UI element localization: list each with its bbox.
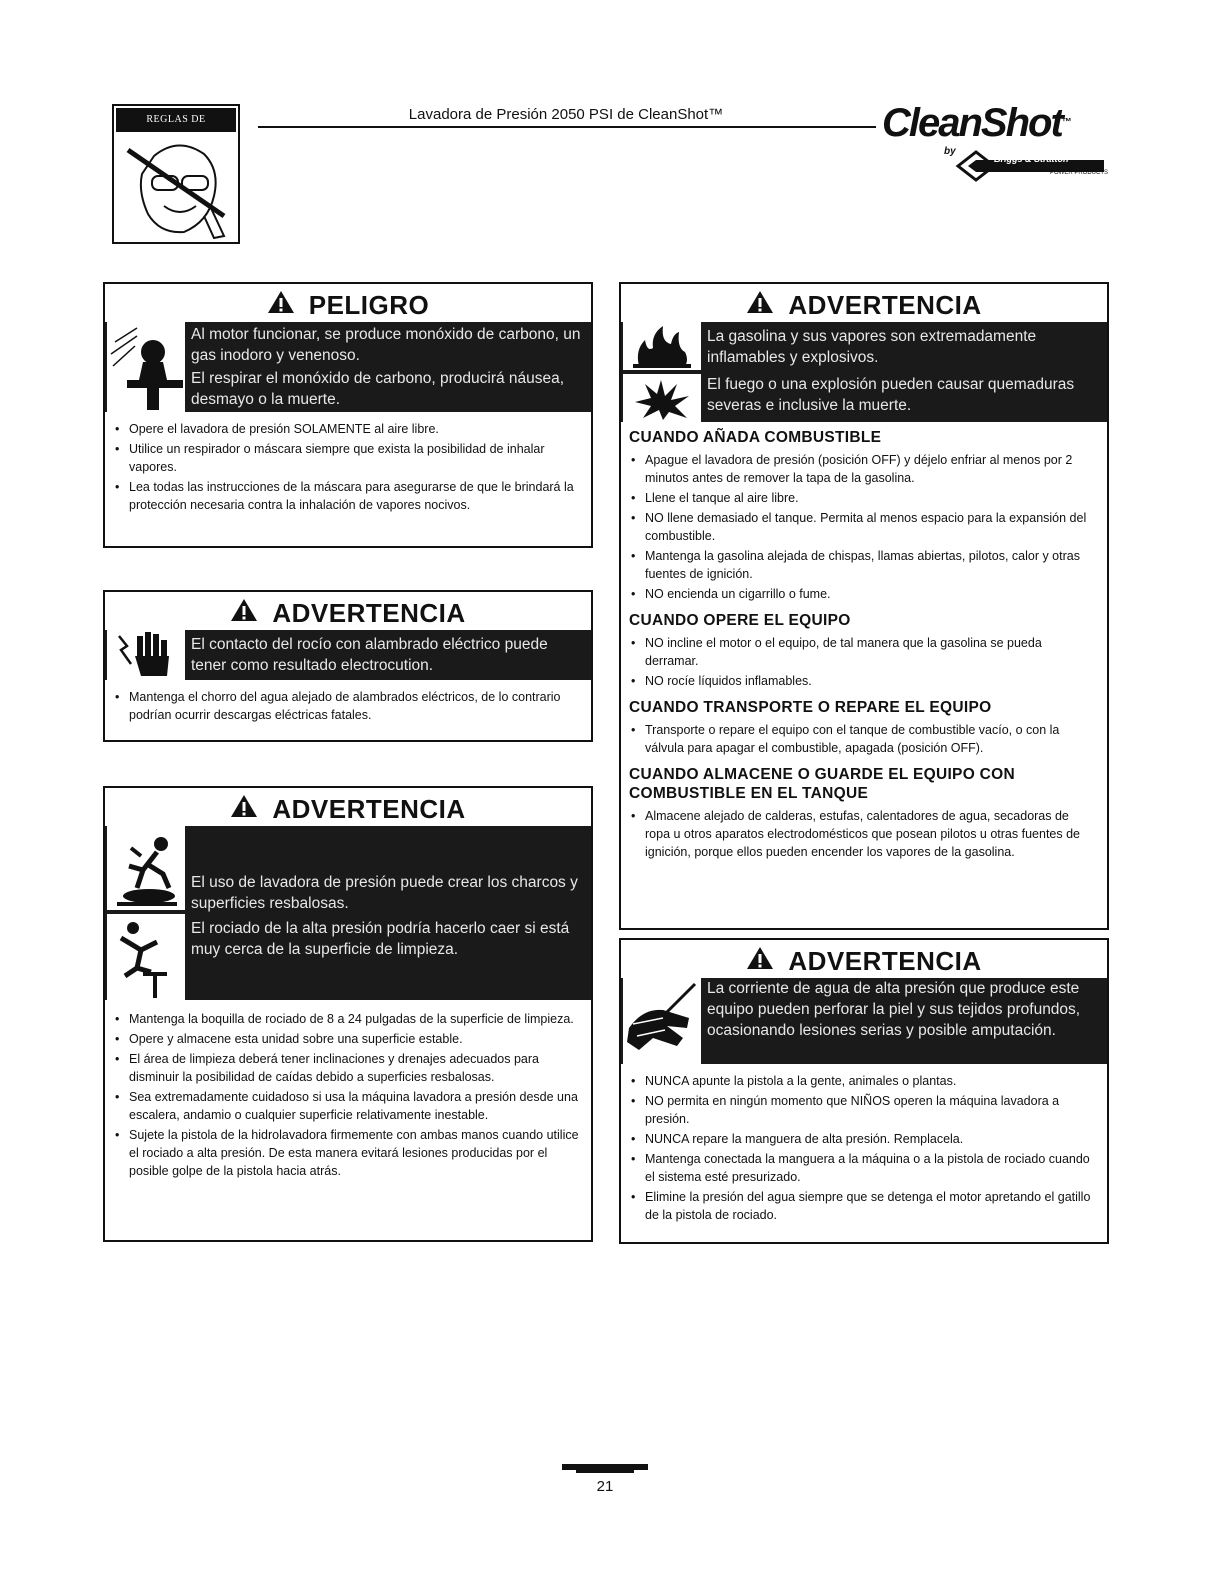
- list-item: • NO permita en ningún momento que NIÑOS operen la máquina lavadora a presión.: [631, 1092, 1095, 1128]
- list-item: • Mantenga conectada la manguera a la máquina o a la pistola de rociado cuando el sistema esté presurizado.: [631, 1150, 1095, 1186]
- list-item: • NUNCA repare la manguera de alta presión. Remplacela.: [631, 1130, 1095, 1148]
- cleanshot-logo: [882, 100, 1112, 190]
- list-item: • Mantenga la gasolina alejada de chispas, llamas abiertas, pilotos, calor y otras fuentes de ignición.: [631, 547, 1095, 583]
- page-number: 21: [596, 1478, 614, 1495]
- box-heading: [621, 940, 1107, 978]
- electrocution-message-panel: [105, 630, 591, 680]
- brand-name: CleanShot™: [882, 101, 1070, 145]
- danger-message-panel: [105, 322, 591, 412]
- page-number-bar-under: [576, 1470, 634, 1473]
- electrocution-bullet-list: [105, 680, 591, 730]
- explosion-icon: [623, 374, 701, 422]
- safety-rules-badge-label: REGLAS DE SEGURIDAD: [116, 108, 236, 132]
- section-title: CUANDO TRANSPORTE O REPARE EL EQUIPO: [629, 699, 992, 716]
- fuel-section-storage: [621, 763, 1107, 867]
- list-item: • Apague el lavadora de presión (posición OFF) y déjelo enfriar al menos por 2 minutos antes de remover la tapa de la gasolina.: [631, 451, 1095, 487]
- list-item: • Almacene alejado de calderas, estufas, calentadores de agua, secadoras de ropa u otros aparatos electrodomésticos que posean pilotos u otras fuentes de ignición, porque ellos pueden encender los vapores de la gasolina.: [631, 807, 1095, 861]
- injection-bullet-list: [621, 1064, 1107, 1230]
- fuel-section-transport: [621, 696, 1107, 763]
- list-item: • El área de limpieza deberá tener inclinaciones y drenajes adecuados para disminuir la posibilidad de caídas debido a superficies resbalosas.: [115, 1050, 579, 1086]
- list-item: • NO rocíe líquidos inflamables.: [631, 672, 1095, 690]
- brand-maker: Briggs & Stratton: [994, 154, 1069, 164]
- fuel-section-list: [621, 630, 1107, 696]
- slip-message-1: El uso de lavadora de presión puede crear los charcos y superficies resbalosas.: [191, 874, 578, 912]
- brand-by: by: [944, 146, 956, 157]
- electric-hand-icon: [107, 630, 185, 680]
- injection-message: La corriente de agua de alta presión que produce este equipo pueden perforar la piel y sus tejidos profundos, ocasionando lesiones serias y posible amputación.: [707, 980, 1081, 1039]
- header-rule: [258, 126, 876, 128]
- briggs-stratton-logo: [954, 148, 1112, 184]
- list-item: • NO incline el motor o el equipo, de tal manera que la gasolina se pueda derramar.: [631, 634, 1095, 670]
- fuel-section-list: [621, 803, 1107, 867]
- list-item: • Llene el tanque al aire libre.: [631, 489, 1095, 507]
- slip-message-panel: [105, 826, 591, 1000]
- fuel-section-list: [621, 717, 1107, 763]
- warning-injection-box: [619, 938, 1109, 1244]
- warning-triangle-icon: [746, 946, 774, 970]
- list-item: • Opere el lavadora de presión SOLAMENTE al aire libre.: [115, 420, 579, 438]
- injection-message-panel: [621, 978, 1107, 1064]
- danger-message-1: Al motor funcionar, se produce monóxido de carbono, un gas inodoro y venenoso.: [191, 326, 581, 364]
- box-heading-text: ADVERTENCIA: [272, 794, 466, 825]
- list-item: • Opere y almacene esta unidad sobre una superficie estable.: [115, 1030, 579, 1048]
- injection-hand-icon: [623, 978, 701, 1064]
- electrocution-message: El contacto del rocío con alambrado eléctrico puede tener como resultado electrocution.: [191, 636, 548, 674]
- fuel-section-list: [621, 447, 1107, 609]
- list-item: • Lea todas las instrucciones de la máscara para asegurarse de que le brindará la protección necesaria contra la inhalación de vapores nocivos.: [115, 478, 579, 514]
- slip-message-2: El rociado de la alta presión podría hacerlo caer si está muy cerca de la superficie de limpieza.: [191, 920, 570, 958]
- fuel-message-2: El fuego o una explosión pueden causar quemaduras severas e inclusive la muerte.: [707, 376, 1075, 414]
- flame-icon: [623, 322, 701, 370]
- warning-triangle-icon: [230, 794, 258, 818]
- falling-person-icon: [107, 914, 185, 1000]
- warning-fuel-box: [619, 282, 1109, 930]
- danger-message-2: El respirar el monóxido de carbono, producirá náusea, desmayo o la muerte.: [191, 370, 565, 408]
- list-item: • Sujete la pistola de la hidrolavadora firmemente con ambas manos cuando utilice el rociado a alta presión. De esta manera evitará lesiones producidas por el posible golpe de la pistola hacia atrás.: [115, 1126, 579, 1180]
- fuel-section-operating: [621, 609, 1107, 696]
- list-item: • NO encienda un cigarrillo o fume.: [631, 585, 1095, 603]
- goggles-mask-icon: [124, 136, 232, 240]
- section-title: CUANDO ALMACENE O GUARDE EL EQUIPO CON COMBUSTIBLE EN EL TANQUE: [629, 766, 1016, 802]
- gas-mask-icon: [107, 322, 185, 412]
- warning-slip-fall-box: [103, 786, 593, 1242]
- box-heading: [105, 592, 591, 630]
- section-title: CUANDO AÑADA COMBUSTIBLE: [629, 429, 882, 446]
- fuel-message-panel: [621, 322, 1107, 422]
- box-heading: [105, 788, 591, 826]
- warning-triangle-icon: [746, 290, 774, 314]
- box-heading-text: ADVERTENCIA: [788, 946, 982, 977]
- list-item: • Utilice un respirador o máscara siempre que exista la posibilidad de inhalar vapores.: [115, 440, 579, 476]
- box-heading: [105, 284, 591, 322]
- list-item: • NO llene demasiado el tanque. Permita al menos espacio para la expansión del combustible.: [631, 509, 1095, 545]
- warning-triangle-icon: [230, 598, 258, 622]
- section-title: CUANDO OPERE EL EQUIPO: [629, 612, 851, 629]
- slip-bullet-list: [105, 1000, 591, 1186]
- safety-rules-badge: [112, 104, 240, 244]
- box-heading-text: PELIGRO: [308, 290, 430, 321]
- warning-triangle-icon: [267, 290, 295, 314]
- document-title: Lavadora de Presión 2050 PSI de CleanShot™: [408, 106, 724, 123]
- brand-maker-sub: POWER PRODUCTS: [1050, 170, 1109, 176]
- list-item: • Elimine la presión del agua siempre que se detenga el motor apretando el gatillo de la pistola de rociado.: [631, 1188, 1095, 1224]
- box-heading: [621, 284, 1107, 322]
- slipping-person-icon: [107, 826, 185, 910]
- list-item: • Mantenga la boquilla de rociado de 8 a 24 pulgadas de la superficie de limpieza.: [115, 1010, 579, 1028]
- danger-carbon-monoxide-box: [103, 282, 593, 548]
- box-heading-text: ADVERTENCIA: [788, 290, 982, 321]
- warning-electrocution-box: [103, 590, 593, 742]
- list-item: • Sea extremadamente cuidadoso si usa la máquina lavadora a presión desde una escalera, andamio o cualquier superficie relativamente inestable.: [115, 1088, 579, 1124]
- list-item: • Mantenga el chorro del agua alejado de alambrados eléctricos, de lo contrario podrían ocurrir descargas eléctricas fatales.: [115, 688, 579, 724]
- box-heading-text: ADVERTENCIA: [272, 598, 466, 629]
- list-item: • Transporte o repare el equipo con el tanque de combustible vacío, o con la válvula para apagar el combustible, apagada (posición OFF).: [631, 721, 1095, 757]
- fuel-section-adding: [621, 422, 1107, 609]
- list-item: • NUNCA apunte la pistola a la gente, animales o plantas.: [631, 1072, 1095, 1090]
- fuel-message-1: La gasolina y sus vapores son extremadamente inflamables y explosivos.: [707, 328, 1037, 366]
- danger-bullet-list: [105, 412, 591, 520]
